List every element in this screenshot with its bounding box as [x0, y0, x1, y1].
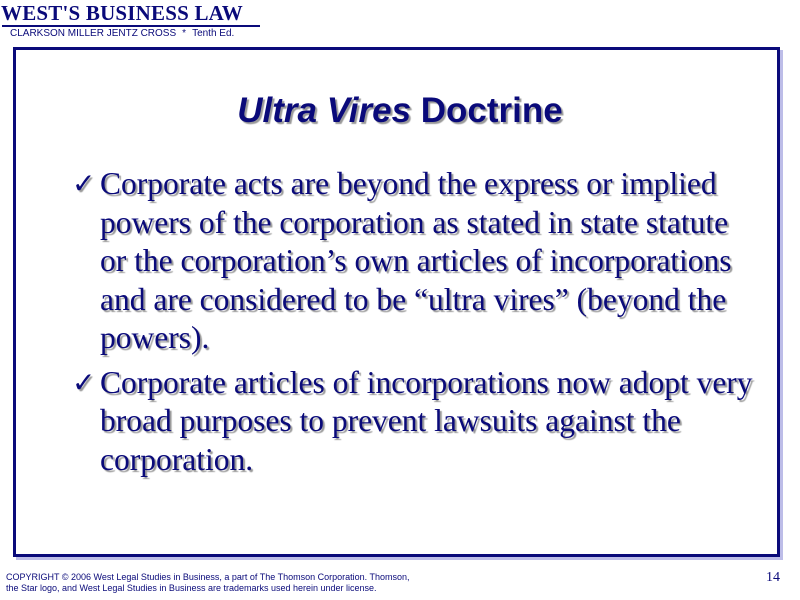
slide-title-italic: Ultra Vires — [237, 91, 412, 130]
bullet-item — [72, 364, 762, 480]
bullet-item — [72, 165, 762, 358]
slide-title — [0, 89, 800, 133]
copyright-line-1: COPYRIGHT © 2006 West Legal Studies in Business, a part of The Thomson Corporation. Thomson, — [6, 572, 410, 582]
authors-line — [10, 27, 234, 40]
bullet-list — [72, 165, 762, 479]
page-number: 14 — [766, 570, 780, 585]
bullet-text: Corporate articles of incorporations now adopt very broad purposes to prevent lawsuits against the corporation. — [100, 364, 753, 477]
book-title: WEST'S BUSINESS LAW — [1, 1, 243, 25]
copyright-notice — [6, 572, 476, 594]
separator: * — [182, 28, 187, 39]
copyright-line-2: the Star logo, and West Legal Studies in Business are trademarks used herein under license. — [6, 583, 377, 593]
check-icon: ✓ — [72, 365, 96, 399]
check-icon: ✓ — [72, 167, 96, 200]
authors: CLARKSON MILLER JENTZ CROSS — [10, 28, 177, 39]
bullet-text: Corporate acts are beyond the express or implied powers of the corporation as stated in state statute or the corporation’s own articles of incorporations and are considered to be “ultra vires” (beyond the powers). — [100, 166, 732, 355]
slide-title-rest: Doctrine — [411, 91, 563, 130]
edition: Tenth Ed. — [192, 28, 235, 39]
